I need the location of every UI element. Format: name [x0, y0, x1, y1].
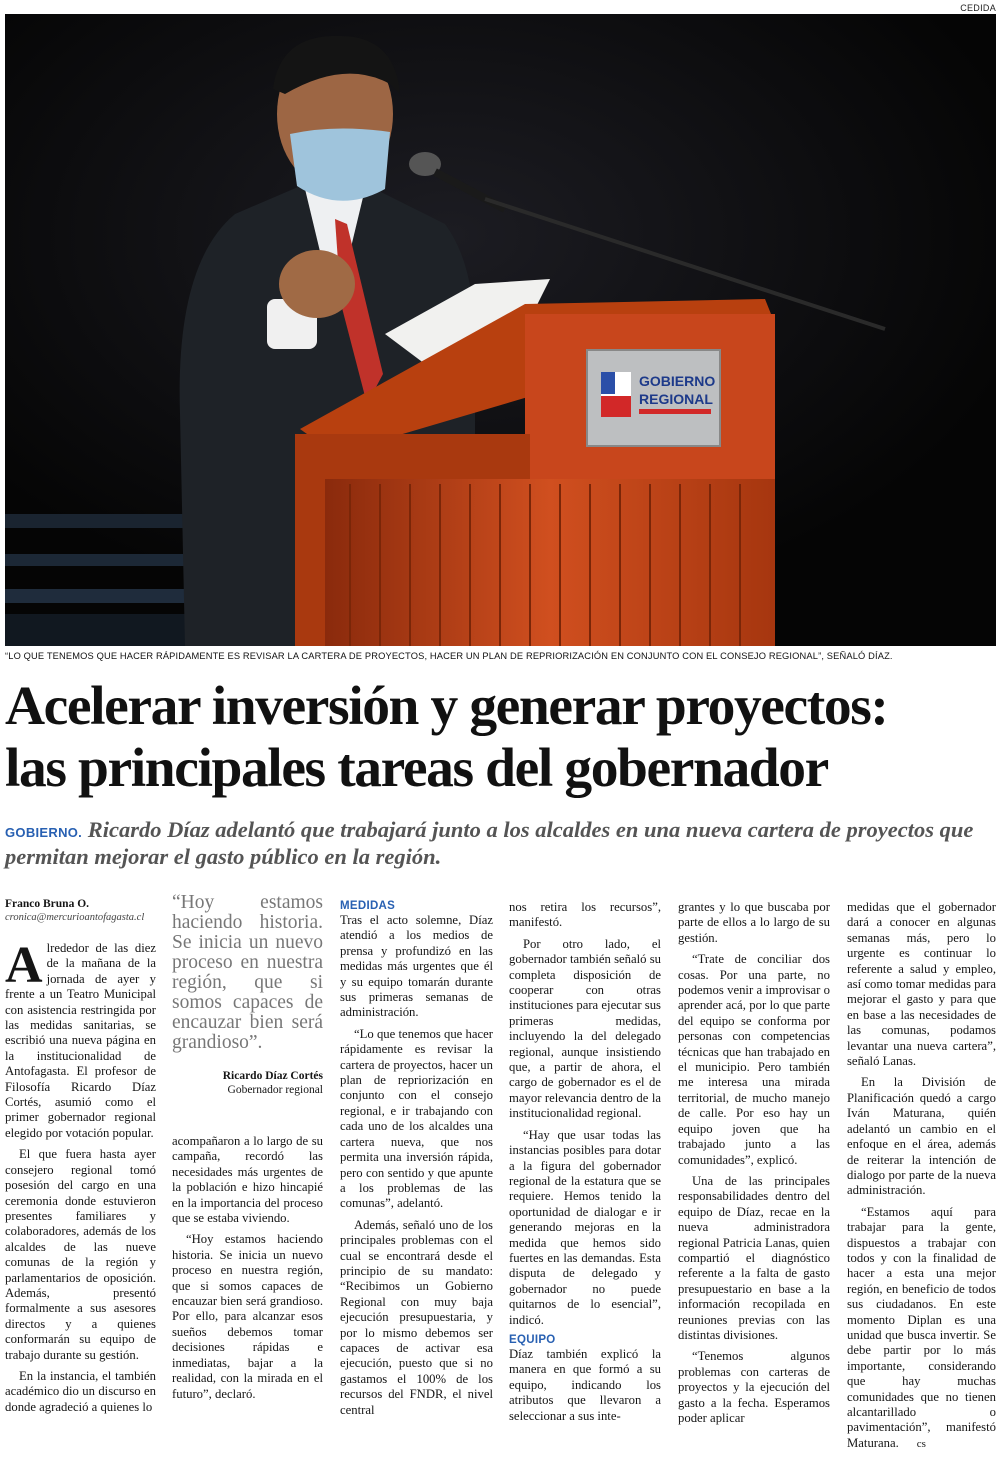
speaker-at-podium-image — [5, 14, 996, 646]
column-4 — [509, 900, 661, 1430]
headline — [5, 676, 995, 800]
photo-credit: CEDIDA — [960, 3, 996, 13]
paragraph: En la División de Planificación quedó a cargo Iván Maturana, quién adelantó un cambio en el enfoque en el área, además de reiterar la intención de dialogo por parte de la nueva administración. — [847, 1075, 996, 1198]
byline: Franco Bruna O. — [5, 898, 90, 910]
paragraph: El que fuera hasta ayer consejero regional tomó posesión del cargo en una ceremonia donde estuvieron presentes familiares y colaboradores, además de los alcaldes de las nueve comunas de la región y parlamentarios de oposición. Además, presentó formalmente a sus asesores directos y a quienes conformarán su equipo de trabajo durante su gestión. — [5, 1147, 156, 1362]
subhead-equipo: EQUIPO — [509, 1333, 556, 1346]
paragraph: “Tenemos algunos problemas con carteras de proyectos y la ejecución del gasto a la fecha. Esperamos poder aplicar — [678, 1349, 830, 1425]
paragraph: Por otro lado, el gobernador también señaló su completa disposición de cooperar con otras instituciones para ejecutar sus primeras medidas, incluyendo la del delegado regional, aunque insistiendo que, a partir de ahora, el cargo de gobernador es el de mayor relevancia dentro de la institucionalidad regional. — [509, 936, 661, 1121]
paragraph: “Lo que tenemos que hacer rápidamente es revisar la cartera de proyectos, hacer un plan de repriorización en conjunto con el consejo regional, e ir trabajando con cada uno de los alcaldes una cartera nueva, que nos permita una inversión rápida, pero con sentido y que apunte a los problemas de las comunas”, adelantó. — [340, 1026, 493, 1211]
pull-quote-role: Gobernador regional — [227, 1084, 323, 1096]
author-email: cronica@mercurioantofagasta.cl — [5, 912, 145, 923]
pull-quote-attribution — [172, 1069, 323, 1097]
podium-sign-line1: GOBIERNO — [639, 373, 716, 389]
deck — [5, 816, 995, 870]
deck-text: Ricardo Díaz adelantó que trabajará junto a los alcaldes en una nueva cartera de proyectos que permitan mejorar el gasto público en la región. — [5, 817, 974, 869]
section-kicker: GOBIERNO. — [5, 825, 83, 840]
end-of-article-mark: cs — [916, 1437, 926, 1450]
pull-quote: “Hoy estamos haciendo historia. Se inicia un nuevo proceso en nuestra región, que si somos capaces de encauzar bien será grandioso”. — [172, 892, 323, 1053]
article-photo — [5, 14, 996, 646]
paragraph: Díaz también explicó la manera en que formó a su equipo, indicando los atributos que llevaron a seleccionar a sus inte- — [509, 1346, 661, 1423]
column-2 — [172, 893, 323, 1408]
paragraph: “Estamos aquí para trabajar para la gente, dispuestos a trabajar con todos y con la finalidad de hacer a esta una mejor región, en beneficio de todos sus ciudadanos. En este momento Diplan es una unidad que busca invertir. Se debe partir por lo más importante, considerando que hay muchas comunidades que no tienen alcantarillado o pavimentación”, manifestó Maturana. cs — [847, 1205, 996, 1453]
column-6 — [847, 900, 996, 1458]
subhead-medidas: MEDIDAS — [340, 900, 396, 912]
paragraph: Una de las principales responsabilidades dentro del equipo de Díaz, recae en la nueva administradora regional Patricia Lanas, quien compartió el diagnóstico referente a la falta de gasto presupuestario en base a la información recopilada en reuniones previas con las distintas divisiones. — [678, 1173, 830, 1342]
paragraph: Tras el acto solemne, Díaz atendió a los medios de prensa y profundizó en las medidas más urgentes que él y su equipo tomarán durante sus primeras semanas de administración. — [340, 913, 493, 1020]
column-5 — [678, 900, 830, 1432]
paragraph: “Hoy estamos haciendo historia. Se inicia un nuevo proceso en nuestra región, que si somos capaces de encauzar bien será grandioso. Por ello, para alcanzar esos sueños debemos tomar decisiones rápidas e inmediatas, bajar a la realidad, con la mirada en el futuro”, declaró. — [172, 1232, 323, 1401]
lead-paragraph: Alrededor de las diez de la mañana de la jornada de ayer y frente a un Teatro Municipal con asistencia restringida por las medidas sanitarias, se escribió una nueva página en la institucionalidad de Antofagasta. El profesor de Filosofía Ricardo Díaz Cortés, asumió como el primer gobernador regional elegido por votación popular. — [5, 937, 156, 1140]
drop-cap: A — [5, 937, 43, 994]
photo-caption: “LO QUE TENEMOS QUE HACER RÁPIDAMENTE ES REVISAR LA CARTERA DE PROYECTOS, HACER UN PLAN DE REPRIORIZACIÓN EN CONJUNTO CON EL CONSEJO REGIONAL”, SEÑALÓ DÍAZ. — [5, 651, 893, 661]
paragraph: “Hay que usar todas las instancias posibles para dotar a la figura del gobernador regional de la estatura que se requiere. Hemos tenido la oportunidad de dialogar e ir generando mejoras en la medida que hemos sido fuertes en las demandas. Esta disputa de delegado y gobernador no puede quitarnos de lo esencial”, indicó. — [509, 1127, 661, 1327]
paragraph: grantes y lo que buscaba por parte de ellos a lo largo de su gestión. — [678, 900, 830, 945]
podium-sign-line2: REGIONAL — [639, 391, 713, 407]
column-1 — [5, 898, 156, 1421]
paragraph: nos retira los recursos”, manifestó. — [509, 900, 661, 930]
paragraph: En la instancia, el también académico dio un discurso en donde agradeció a quienes lo — [5, 1368, 156, 1414]
headline-line-1: Acelerar inversión y generar proyectos: — [5, 676, 888, 737]
headline-line-2: las principales tareas del gobernador — [5, 738, 828, 799]
paragraph: medidas que el gobernador dará a conocer en algunas semanas más, pero lo urgente es continuar lo referente a salud y empleo, así como tomar medidas para mejorar el gasto y para que en base a las necesidades de las comunas, podamos levantar una nueva cartera”, señaló Lanas. — [847, 900, 996, 1069]
column-3 — [340, 900, 493, 1424]
paragraph: acompañaron a lo largo de su campaña, recordó las necesidades más urgentes de la población e hizo hincapié en la importancia del proceso que se estaba viviendo. — [172, 1134, 323, 1226]
pull-quote-author: Ricardo Díaz Cortés — [222, 1070, 323, 1082]
paragraph: “Trate de conciliar dos cosas. Por una parte, no podemos venir a improvisar o aprender acá, por lo que parte del equipo se conforma por personas con competencias técnicas que han trabajado en el municipio. Pero también me interesa una mirada territorial, de mucho manejo de calle. Por eso hay un equipo joven que ha trabajado junto a las comunidades”, explicó. — [678, 952, 830, 1167]
paragraph: Además, señaló uno de los principales problemas con el cual se encontrará desde el principio de su mandato: “Recibimos un Gobierno Regional con muy baja ejecución presupuestaria, y por lo mismo debemos ser capaces de activar esa ejecución, puesto que si no gastamos el 100% de los recursos del FNDR, el nivel central — [340, 1217, 493, 1417]
